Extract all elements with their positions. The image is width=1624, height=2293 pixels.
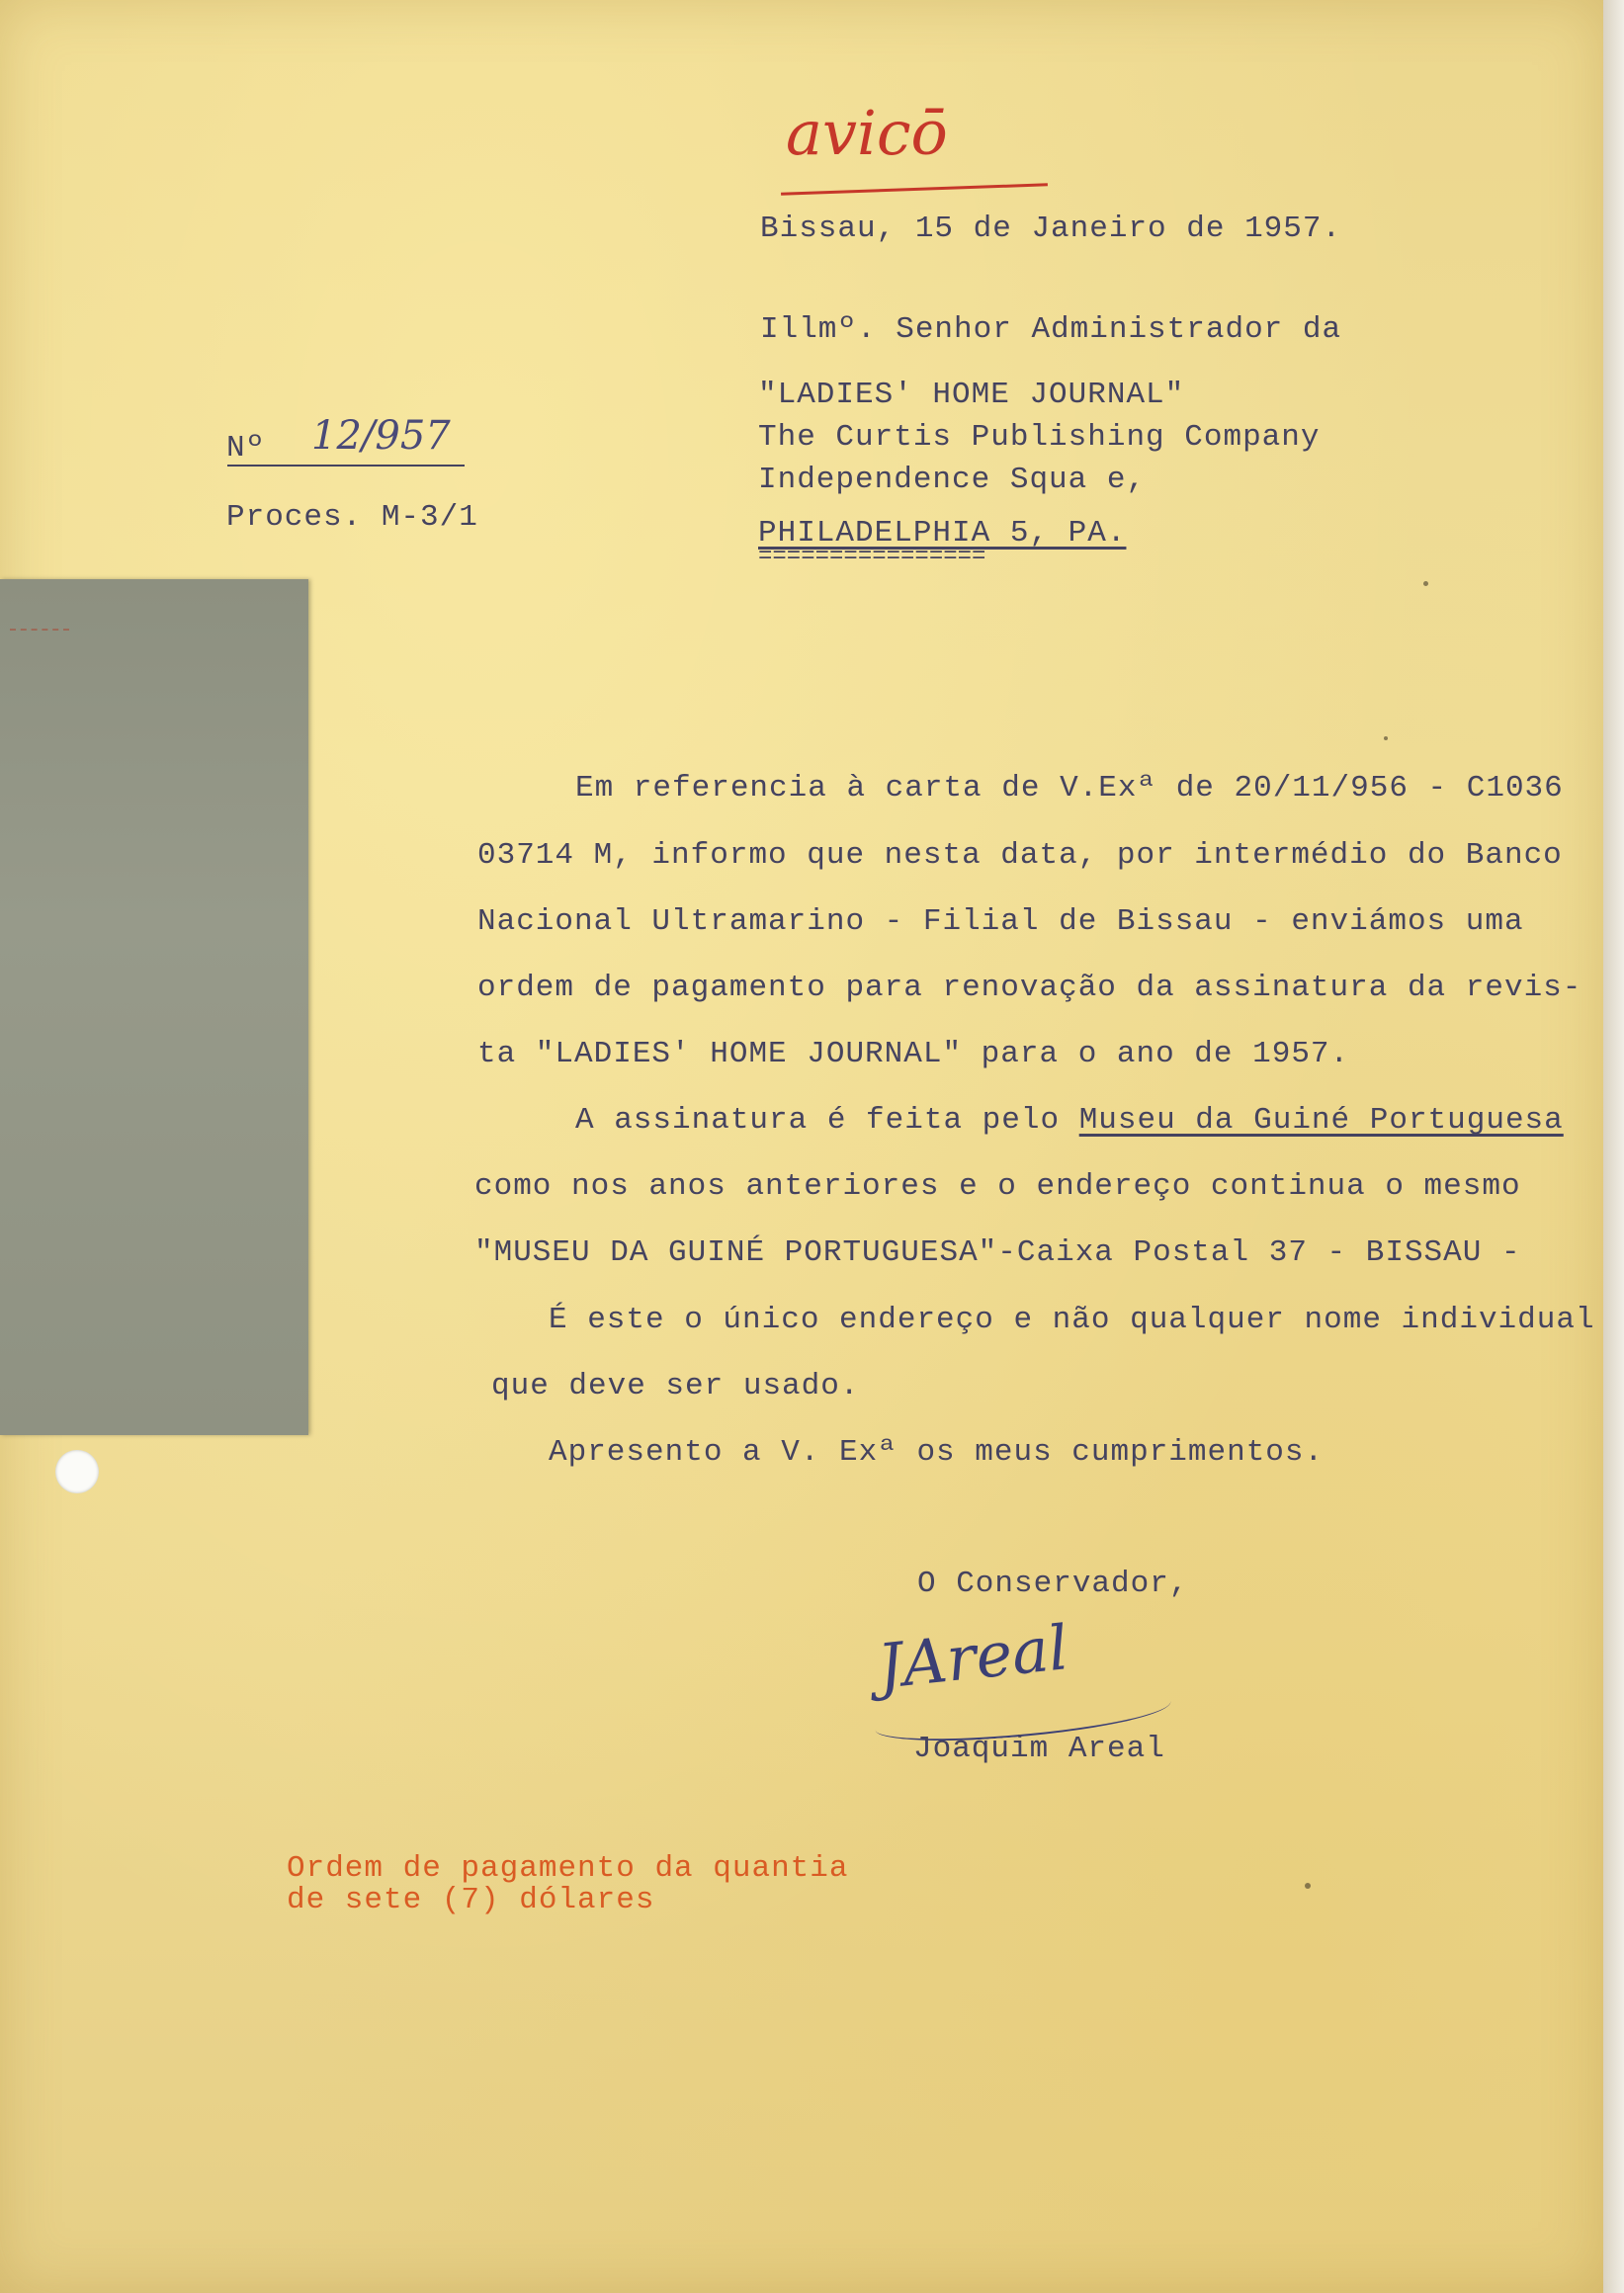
addressee-line-2: "LADIES' HOME JOURNAL" <box>758 378 1185 412</box>
body-line-10: que deve ser usado. <box>491 1369 860 1403</box>
addressee-line-5: PHILADELPHIA 5, PA. <box>758 516 1127 551</box>
payment-note-line-1: Ordem de pagamento da quantia <box>287 1851 849 1886</box>
address-double-rule: ================ <box>758 544 986 570</box>
handwritten-annotation: avicō <box>786 97 948 169</box>
process-reference: Proces. M-3/1 <box>226 500 478 535</box>
folder-tab <box>0 579 308 1435</box>
addressee-line-1: Illmº. Senhor Administrador da <box>760 312 1342 347</box>
body-line-9: É este o único endereço e não qualquer nome individual <box>549 1303 1595 1337</box>
body-line-6-text: A assinatura é feita pelo <box>575 1103 1061 1138</box>
body-line-6 <box>575 1103 1564 1138</box>
tab-mark <box>10 629 69 635</box>
body-line-2: 03714 M, informo que nesta data, por intermédio do Banco <box>477 838 1563 873</box>
paper-speck <box>1305 1883 1311 1889</box>
body-line-7: como nos anos anteriores e o endereço continua o mesmo <box>474 1169 1521 1204</box>
body-line-4: ordem de pagamento para renovação da assinatura da revis- <box>477 971 1582 1005</box>
body-line-5: ta "LADIES' HOME JOURNAL" para o ano de 1957. <box>477 1037 1350 1071</box>
paper-speck <box>1384 736 1388 740</box>
paper-speck <box>1423 581 1428 586</box>
signature: JAreal <box>874 1611 1072 1703</box>
body-line-11: Apresento a V. Exª os meus cumprimentos. <box>549 1435 1325 1470</box>
body-line-3: Nacional Ultramarino - Filial de Bissau - enviámos uma <box>477 904 1524 939</box>
signatory-name: Joaquim Areal <box>913 1732 1165 1766</box>
addressee-line-3: The Curtis Publishing Company <box>758 420 1321 455</box>
reference-number-value: 12/957 <box>311 413 451 459</box>
punch-hole <box>55 1450 99 1493</box>
page-edge <box>1603 0 1624 2293</box>
annotation-underline <box>781 183 1048 195</box>
closing-title: O Conservador, <box>917 1567 1189 1601</box>
addressee-line-4: Independence Squa e, <box>758 463 1147 497</box>
date-line: Bissau, 15 de Janeiro de 1957. <box>760 212 1342 246</box>
payment-note-line-2: de sete (7) dólares <box>287 1883 655 1917</box>
reference-number-label: Nº <box>226 431 266 466</box>
reference-number-underline <box>227 465 465 467</box>
body-line-1: Em referencia à carta de V.Exª de 20/11/956 - C1036 <box>575 771 1564 806</box>
museum-name-underlined: Museu da Guiné Portuguesa <box>1078 1103 1564 1138</box>
body-line-8: "MUSEU DA GUINÉ PORTUGUESA"-Caixa Postal 37 - BISSAU - <box>474 1235 1521 1270</box>
